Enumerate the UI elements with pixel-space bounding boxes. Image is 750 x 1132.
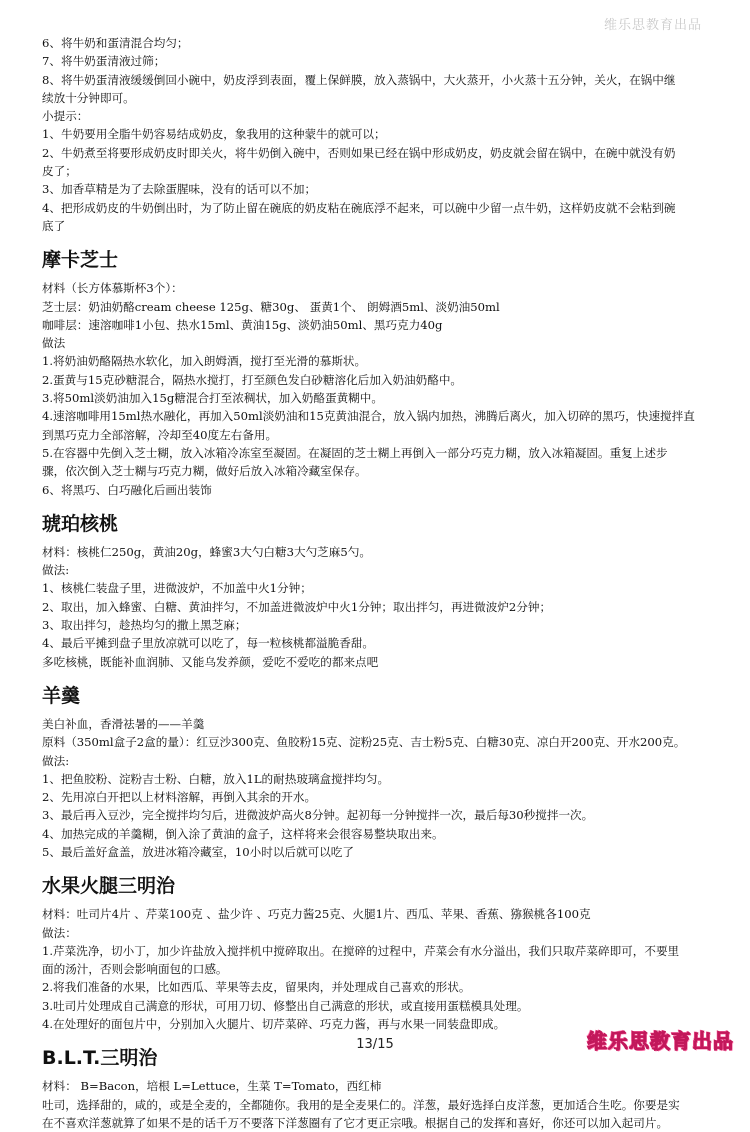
document-page [42, 34, 710, 1132]
text-line: 2.将我们准备的水果，比如西瓜、苹果等去皮，留果肉，并处理成自己喜欢的形状。 [42, 980, 471, 995]
text-line: 2、取出，加入蜂蜜、白糖、黄油拌匀，不加盖进微波炉中火1分钟；取出拌匀，再进微波炉2分钟； [42, 599, 552, 614]
text-line: 3.吐司片处理成自己满意的形状，可用刀切、修整出自己满意的形状，或直接用蛋糕模具处理。 [42, 998, 529, 1013]
text-line: 小提示： [42, 109, 89, 124]
text-line: 做法: [42, 753, 70, 768]
text-line: 面的汤汁，否则会影响面包的口感。 [42, 962, 228, 977]
text-line: 皮了； [42, 164, 77, 179]
text-line: 到黑巧克力全部溶解，冷却至40度左右备用。 [42, 427, 278, 442]
section-body [42, 543, 710, 671]
text-line: 2、先用凉白开把以上材料溶解，再倒入其余的开水。 [42, 790, 317, 805]
text-line: 3、加香草精是为了去除蛋腥味，没有的话可以不加； [42, 182, 317, 197]
text-line: 吐司，选择甜的，咸的，或是全麦的，全都随你。我用的是全麦果仁的。洋葱，最好选择白皮洋葱，更加适合生吃。你要是实 [42, 1097, 680, 1112]
text-line: 材料（长方体慕斯杯3个）： [42, 281, 183, 296]
section-body [42, 279, 710, 499]
text-line: 底了 [42, 218, 66, 233]
text-line: 多吃核桃，既能补血润肺、又能乌发养颜，爱吃不爱吃的都来点吧 [42, 654, 379, 669]
text-line: 4、加热完成的羊羹糊，倒入涂了黄油的盒子，这样将来会很容易整块取出来。 [42, 826, 444, 841]
text-line: 骤，依次倒入芝士糊与巧克力糊，做好后放入冰箱冷藏室保存。 [42, 464, 367, 479]
text-line: 续放十分钟即可。 [42, 90, 135, 105]
page-number: 13/15 [356, 1037, 394, 1052]
section-body [42, 905, 710, 1033]
text-line: 美白补血，香滑祛暑的——羊羹 [42, 716, 205, 731]
section-title-yokan: 羊羹 [42, 684, 81, 707]
section-title-mocha-cheese: 摩卡芝士 [42, 249, 119, 272]
footer-watermark-logo: 维乐思教育出品 [587, 1029, 734, 1053]
text-line: 1.将奶油奶酪隔热水软化，加入朗姆酒，搅打至光滑的慕斯状。 [42, 354, 367, 369]
text-line: 1.芹菜洗净，切小丁，加少许盐放入搅拌机中搅碎取出。在搅碎的过程中，芹菜会有水分溢出，我们只取芹菜碎即可，不要里 [42, 943, 680, 958]
text-line: 做法： [42, 925, 77, 940]
text-line: 咖啡层：速溶咖啡1小包、热水15ml、黄油15g、淡奶油50ml、黑巧克力40g [42, 317, 443, 332]
text-line: 材料：核桃仁250g，黄油20g，蜂蜜3大勺白糖3大勺芝麻5勺。 [42, 544, 371, 559]
text-line: 6、将黑巧、白巧融化后画出装饰 [42, 482, 212, 497]
text-line: 3、最后再入豆沙，完全搅拌均匀后，进微波炉高火8分钟。起初每一分钟搅拌一次，最后每30秒搅拌一次。 [42, 808, 594, 823]
text-line: 5.在容器中先倒入芝士糊，放入冰箱冷冻室至凝固。在凝固的芝士糊上再倒入一部分巧克力糊，放入冰箱凝固。重复上述步 [42, 445, 668, 460]
section-title-blt-sandwich: B.L.T.三明治 [42, 1047, 158, 1070]
text-line: 4.速溶咖啡用15ml热水融化，再加入50ml淡奶油和15克黄油混合，放入锅内加热，沸腾后离火，加入切碎的黑巧，快速搅拌直 [42, 409, 695, 424]
section-body [42, 715, 710, 861]
text-line: 在不喜欢洋葱就算了如果不是的话千万不要落下洋葱圈有了它才更正宗哦。根据自己的发挥和喜好，你还可以加入起司片。 [42, 1115, 669, 1130]
text-line: 1、把鱼胶粉、淀粉吉士粉、白糖，放入1L的耐热玻璃盒搅拌均匀。 [42, 771, 390, 786]
text-line: 5、最后盖好盒盖，放进冰箱冷藏室，10小时以后就可以吃了 [42, 844, 354, 859]
section-title-fruit-ham-sandwich: 水果火腿三明治 [42, 875, 176, 898]
section-body [42, 1077, 710, 1132]
text-line: 原料（350ml盒子2盒的量）：红豆沙300克、鱼胶粉15克、淀粉25克、吉士粉5克、白糖30克、凉白开200克、开水200克。 [42, 735, 686, 750]
text-line: 2.蛋黄与15克砂糖混合，隔热水搅打，打至颜色发白砂糖溶化后加入奶油奶酪中。 [42, 372, 463, 387]
text-line: 3.将50ml淡奶油加入15g糖混合打至浓稠状，加入奶酪蛋黄糊中。 [42, 391, 383, 406]
text-line: 7、将牛奶蛋清液过筛； [42, 54, 166, 69]
text-line: 4、最后平摊到盘子里放凉就可以吃了，每一粒核桃都溢脆香甜。 [42, 636, 375, 651]
section-title-amber-walnut: 琥珀核桃 [42, 512, 119, 535]
intro-block [42, 34, 710, 235]
text-line: 8、将牛奶蛋清液缓缓倒回小碗中，奶皮浮到表面，覆上保鲜膜，放入蒸锅中，大火蒸开，小火蒸十五分钟，关火，在锅中继 [42, 72, 676, 87]
text-line: 材料： B=Bacon，培根 L=Lettuce，生菜 T=Tomato，西红柿 [42, 1079, 382, 1094]
header-watermark: 维乐思教育出品 [603, 18, 702, 33]
text-line: 做法: [42, 563, 70, 578]
text-line: 材料：吐司片4片 、芹菜100克 、盐少许 、巧克力酱25克、火腿1片、西瓜、苹果、香蕉、猕猴桃各100克 [42, 907, 591, 922]
text-line: 芝士层：奶油奶酪cream cheese 125g、糖30g、 蛋黄1个、 朗姆酒5ml、淡奶油50ml [42, 299, 500, 314]
text-line: 3、取出拌匀，趁热均匀的撒上黑芝麻； [42, 618, 247, 633]
text-line: 4.在处理好的面包片中，分别加入火腿片、切芹菜碎、巧克力酱，再与水果一同装盘即成。 [42, 1017, 506, 1032]
text-line: 6、将牛奶和蛋清混合均匀； [42, 36, 189, 50]
text-line: 做法 [42, 336, 66, 351]
text-line: 2、牛奶煮至将要形成奶皮时即关火，将牛奶倒入碗中，否则如果已经在锅中形成奶皮，奶皮就会留在锅中，在碗中就没有奶 [42, 145, 676, 160]
text-line: 1、核桃仁装盘子里，进微波炉，不加盖中火1分钟； [42, 581, 312, 596]
text-line: 1、牛奶要用全脂牛奶容易结成奶皮，象我用的这种蒙牛的就可以； [42, 127, 386, 142]
text-line: 4、把形成奶皮的牛奶倒出时，为了防止留在碗底的奶皮粘在碗底浮不起来，可以碗中少留一点牛奶，这样奶皮就不会粘到碗 [42, 200, 676, 215]
